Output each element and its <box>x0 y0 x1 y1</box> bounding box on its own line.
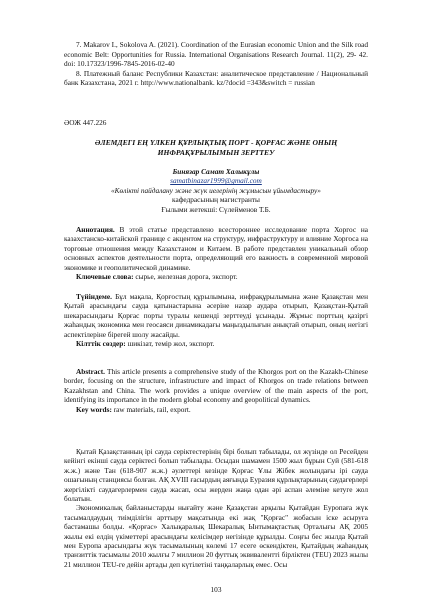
page-number: 103 <box>210 585 222 594</box>
article-title <box>64 138 368 157</box>
author-block <box>64 167 368 214</box>
abstract-kazakh <box>64 292 368 348</box>
abstract-kz-label: Түйіндеме. <box>76 292 112 301</box>
udc-code: ӘОЖ 447.226 <box>64 118 107 127</box>
keywords-en-label: Key words: <box>76 404 112 414</box>
author-affiliation-2: кафедрасының магистранты <box>172 195 260 205</box>
keywords-kz-text: шикізат, темір жол, экспорт. <box>125 339 215 349</box>
abstract-ru-text: В этой статье представлено всестороннее исследование порта Хоргос на казахстанско-китайской границе с акцентом на структуру, инфраструктуру и влияние Хоргоса на торговые отношения между Казахстаном и Китаем. В работе представлен уникальный обзор основных аспектов деятельности порта, определяющий его важность в современной мировой экономике и геополитической динамике. <box>64 225 368 272</box>
abstract-kz-text: Бұл мақала, Қорғостың құрылымына, инфрақұрылымына және Қазақстан мен Қытай арасындағы сауда қатынастарына әсеріне назар аудара отырып, Қазақстан-Қытай шекарасындағы Қорғас порты туралы кешенді зерттеуді ұсынады. Жұмыс порттың қазіргі жаһандық экономика мен геосаяси динамикадағы маңыздылығын анықтай отырып, оның негізгі аспектілеріне бірегей шолу жасайды. <box>64 292 368 339</box>
author-affiliation-1: «Көлікті пайдалану және жүк иелерінің жұмысын ұйымдастыру» <box>111 185 321 195</box>
author-name: Бинязар Самат Халыкұлы <box>172 167 260 176</box>
abstract-en-text: This article presents a comprehensive study of the Khorgos port on the Kazakh-Chinese border, focusing on the structure, infrastructure and impact of Khorgos on trade relations between Kazakhstan and China. The work provides a unique overview of the main aspects of the port, identifying its importance in the modern global economy and geopolitical dynamics. <box>64 367 368 405</box>
keywords-ru-text: сырье, железная дорога, экспорт. <box>133 272 238 282</box>
reference-8: 8. Платежный баланс Республики Казахстан: аналитическое представление / Национальный банк Казахстана, 2021 г. http://www.nationalbank. kz/?docid =343&switch = russian <box>64 68 368 88</box>
reference-7: 7. Makarov I., Sokolova A. (2021). Coordination of the Eurasian economic Union and the Silk road economic Belt: Opportunities for Russia. International Organisations Research Journal. 11(2), 29- 42. doi: 10.17323/1996-7845-2016-02-40 <box>64 40 368 69</box>
body-paragraph-1: Қытай Қазақстанның ірі сауда серіктестерінің бірі болып табылады, ол жүзінде ол Ресейден кейінгі екінші сауда серіктесі болып табылады. Осыдан шамамен 1500 жыл бұрын Суй (581-618 ж.ж.) және Тан (618-907 ж.ж.) әулеттері кезінде Қорғас Ұлы Жібек жолындағы ірі сауда ошағының станциясы болған. АҚ XVIII ғасырдың аяғында Еуразия құрлықтарының саудагерлері жергілікті саудагерлермен сауда жасап, осы жерден жаңа одан әрі аспан әлеміне кетуге жол болатын. <box>64 447 368 504</box>
abstract-english <box>64 367 368 414</box>
title-line-1: ӘЛЕМДЕГІ ЕҢ ҮЛКЕН ҚҰРЛЫҚТЫҚ ПОРТ - ҚОРҒАС ЖӘНЕ ОНЫҢ <box>94 138 338 147</box>
references-section <box>64 40 368 88</box>
keywords-kz-label: Кілттік сөздер: <box>76 339 126 349</box>
article-body <box>64 447 368 569</box>
author-email[interactable]: samatbinazar1999@gmail.com <box>170 176 262 186</box>
abstract-russian <box>64 225 368 281</box>
abstract-en-label: Abstract. <box>76 367 105 376</box>
keywords-en-text: raw materials, rail, export. <box>111 404 191 414</box>
body-paragraph-2: Экономикалық байланыстарды нығайту және Қазақстан арқылы Қытайдан Еуропаға жүк тасымалдаудың тиімділігін арттыру мақсатында екі жақ "Қорғас" жобасын іске асыруға бастамашы болды. «Қорғас» Халықаралық Шекаралық Ынтымақтастық Орталығы АҚ 2005 жылы екі елдің үкіметтері арасындағы келісімдер негізінде құрылды. Соңғы бес жылда Қытай мен Еуропа арасындағы жүк тасымалының көлемі 17 есеге өскендіктен, Қытайдың жаһандық транзиттік тасымалы 2010 жылғы 7 миллион 20 футтық эквивалентті бірліктен (TEU) 2023 жылы 21 миллион TEU-ге дейін артады деп күтілетіні таңқаларлық емес. Осы <box>64 503 368 569</box>
keywords-ru-label: Ключевые слова: <box>76 272 134 282</box>
scientific-advisor: Ғылыми жетекші: Сүлейменов Т.Б. <box>161 204 271 214</box>
abstract-ru-label: Аннотация. <box>76 225 115 234</box>
title-line-2: ИНФРАҚҰРЫЛЫМЫН ЗЕРТТЕУ <box>157 147 275 157</box>
